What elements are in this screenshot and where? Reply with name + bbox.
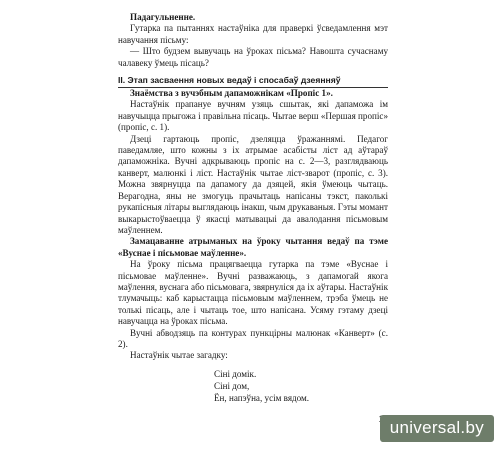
riddle-line: Сіні дом, bbox=[214, 380, 250, 391]
watermark: universal.by bbox=[380, 415, 494, 442]
section-paragraph-2: Дзеці гартаюць пропіс, дзеляцца ўражаннямі. Педагог паведамляе, што кожны з іх атрымае асабісты ліст ад аўтараў дапаможніка. Вучні адкрываюць пропіс на с. 2—3, разглядваюць канверт, малюнкі і ліст. Настаўнік чытае ліст-зварот (пропіс, с. 3). Можна звярнуцца па дапамогу да дзяцей, якія ўмеюць чытаць. Верагодна, яны не змогуць прачытаць напісаны тэкст, паколькі рукапісныя літары выглядаюць інакш, чым друкаваныя. Гэты момант выкарыстоўваецца ў якасці матывацыі да авалодання пісьмовым маўленнем. bbox=[118, 133, 388, 235]
subsection-paragraph-1: На ўроку пісьма працягваецца гутарка па тэме «Вуснае і пісьмовае маўленне». Вучні разважаюць, з дапамогай якога маўлення, вуснага або пісьмовага, звярнуліся да іх аўтары. Настаўнік тлумачыць: каб карыстацца пісьмовым маўленнем, трэба ўмець не толькі пісаць, але і чытаць тое, што напісана. Усяму гэтаму дзеці навучацца на ўроках пісьма. bbox=[118, 259, 388, 327]
intro-paragraph: Гутарка па пытаннях настаўніка для праверкі ўсведамлення мэт навучання пісьму: bbox=[118, 23, 388, 45]
subsection-heading: Замацаванне атрыманых на ўроку чытання ведаў па тэме «Вуснае і пісьмовае маўленне». bbox=[118, 236, 388, 258]
riddle-verse bbox=[214, 368, 388, 404]
subsection-paragraph-2: Вучні абводзяць па контурах пункцірны малюнак «Канверт» (с. 2). bbox=[118, 327, 388, 349]
subsection-paragraph-3: Настаўнік чытае загадку: bbox=[130, 350, 228, 361]
riddle-line: Сіні домік. bbox=[214, 368, 257, 379]
section-heading: II. Этап засваення новых ведаў і спосабаў дзеянняў bbox=[118, 75, 388, 88]
document-page bbox=[118, 12, 388, 404]
riddle-line: Ён, напэўна, усім вядом. bbox=[214, 392, 310, 403]
section-subheading: Знаёмства з вучэбным дапаможнікам «Пропіс 1». bbox=[130, 88, 333, 99]
section-paragraph-1: Настаўнік прапануе вучням узяць сшытак, які дапаможа ім навучыцца прыгожа і правільна пісаць. Чытае верш «Першая пропіс» (пропіс, с. 1). bbox=[118, 99, 388, 133]
intro-heading: Падагульненне. bbox=[130, 12, 196, 22]
intro-question: — Што будзем вывучаць на ўроках пісьма? Навошта сучаснаму чалавеку ўмець пісаць? bbox=[118, 46, 388, 68]
